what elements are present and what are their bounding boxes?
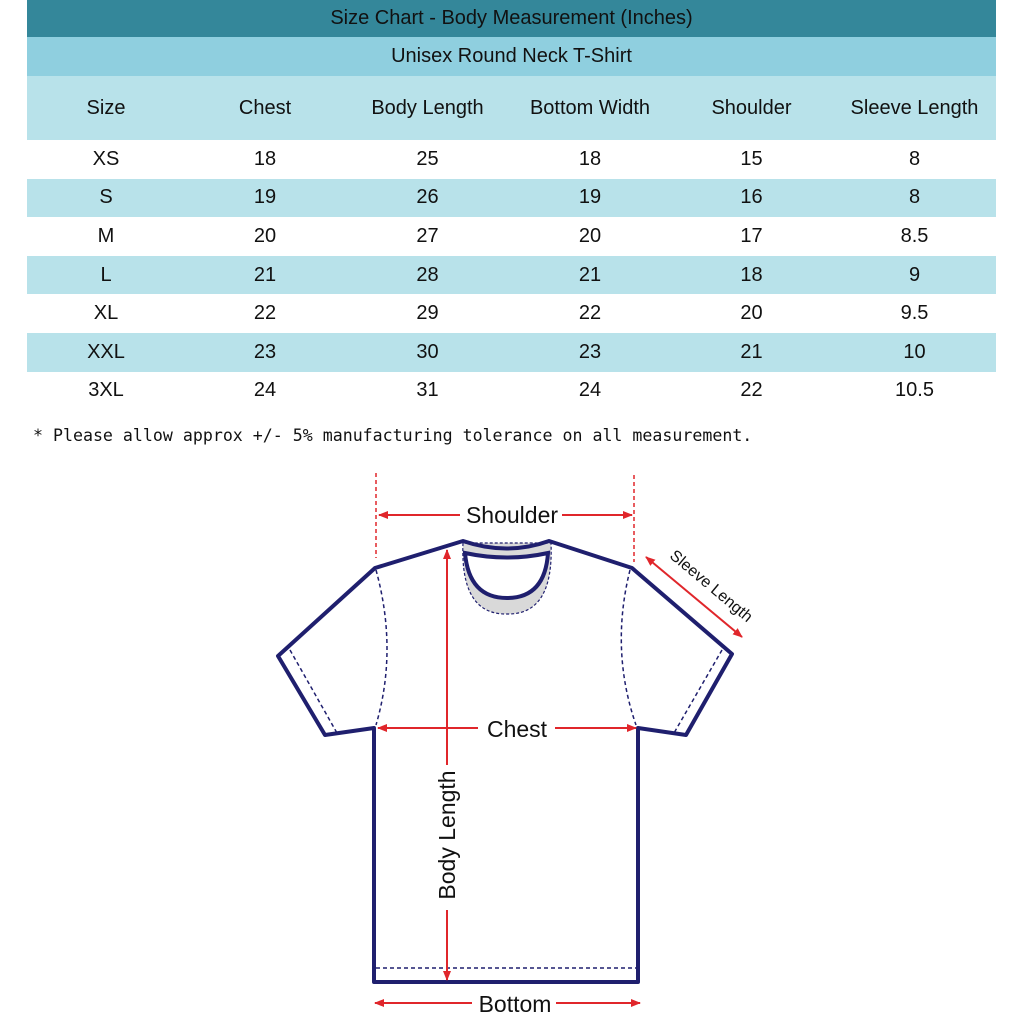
table-cell: 18: [578, 147, 602, 170]
table-cell: L: [100, 263, 112, 286]
table-cell: 27: [416, 224, 439, 247]
table-cell: 22: [253, 302, 277, 325]
chest-label: Chest: [486, 716, 548, 742]
table-cell: M: [97, 224, 115, 247]
table-cell: 3XL: [88, 379, 124, 402]
column-header: Sleeve Length: [850, 96, 979, 119]
shoulder-label: Shoulder: [465, 502, 559, 528]
table-cell: 17: [740, 224, 763, 247]
column-header: Bottom Width: [529, 96, 651, 119]
table-cell: 24: [253, 379, 277, 402]
table-cell: 10: [903, 340, 926, 363]
table-cell: 23: [253, 340, 277, 363]
table-cell: 30: [416, 340, 439, 363]
table-cell: 25: [416, 147, 439, 170]
body-length-label: Body Length: [434, 770, 460, 900]
table-cell: 9: [908, 263, 921, 286]
table-cell: 29: [416, 302, 439, 325]
column-header: Chest: [238, 96, 292, 119]
table-cell: 19: [253, 186, 277, 209]
table-cell: 20: [740, 302, 763, 325]
table-cell: 21: [578, 263, 602, 286]
table-cell: 18: [253, 147, 277, 170]
table-cell: 22: [578, 302, 602, 325]
table-cell: 18: [740, 263, 763, 286]
column-header: Body Length: [371, 96, 484, 119]
table-cell: 19: [578, 186, 602, 209]
table-cell: 8: [908, 186, 921, 209]
table-cell: XXL: [87, 340, 125, 363]
table-cell: S: [99, 186, 113, 209]
table-cell: 31: [416, 379, 439, 402]
table-cell: 10.5: [895, 379, 934, 402]
column-header: Size: [86, 96, 126, 119]
table-subtitle: Unisex Round Neck T-Shirt: [27, 37, 996, 76]
table-cell: 21: [253, 263, 277, 286]
table-cell: 8.5: [900, 224, 929, 247]
table-cell: XL: [93, 302, 119, 325]
table-cell: 22: [740, 379, 763, 402]
table-cell: 28: [416, 263, 439, 286]
table-cell: 20: [253, 224, 277, 247]
table-cell: 26: [416, 186, 439, 209]
table-cell: XS: [92, 147, 120, 170]
table-cell: 9.5: [900, 302, 929, 325]
table-cell: 20: [578, 224, 602, 247]
bottom-label: Bottom: [478, 991, 552, 1017]
column-header: Shoulder: [711, 96, 792, 119]
table-cell: 16: [740, 186, 763, 209]
table-title: Size Chart - Body Measurement (Inches): [27, 0, 996, 37]
table-cell: 24: [578, 379, 602, 402]
sleeve-length-label: Sleeve Length: [666, 547, 756, 626]
table-cell: 21: [740, 340, 763, 363]
table-cell: 15: [740, 147, 763, 170]
table-cell: 23: [578, 340, 602, 363]
seam-lines: [290, 570, 722, 968]
table-cell: 8: [908, 147, 921, 170]
tolerance-note: * Please allow approx +/- 5% manufacturing tolerance on all measurement.: [33, 426, 753, 445]
